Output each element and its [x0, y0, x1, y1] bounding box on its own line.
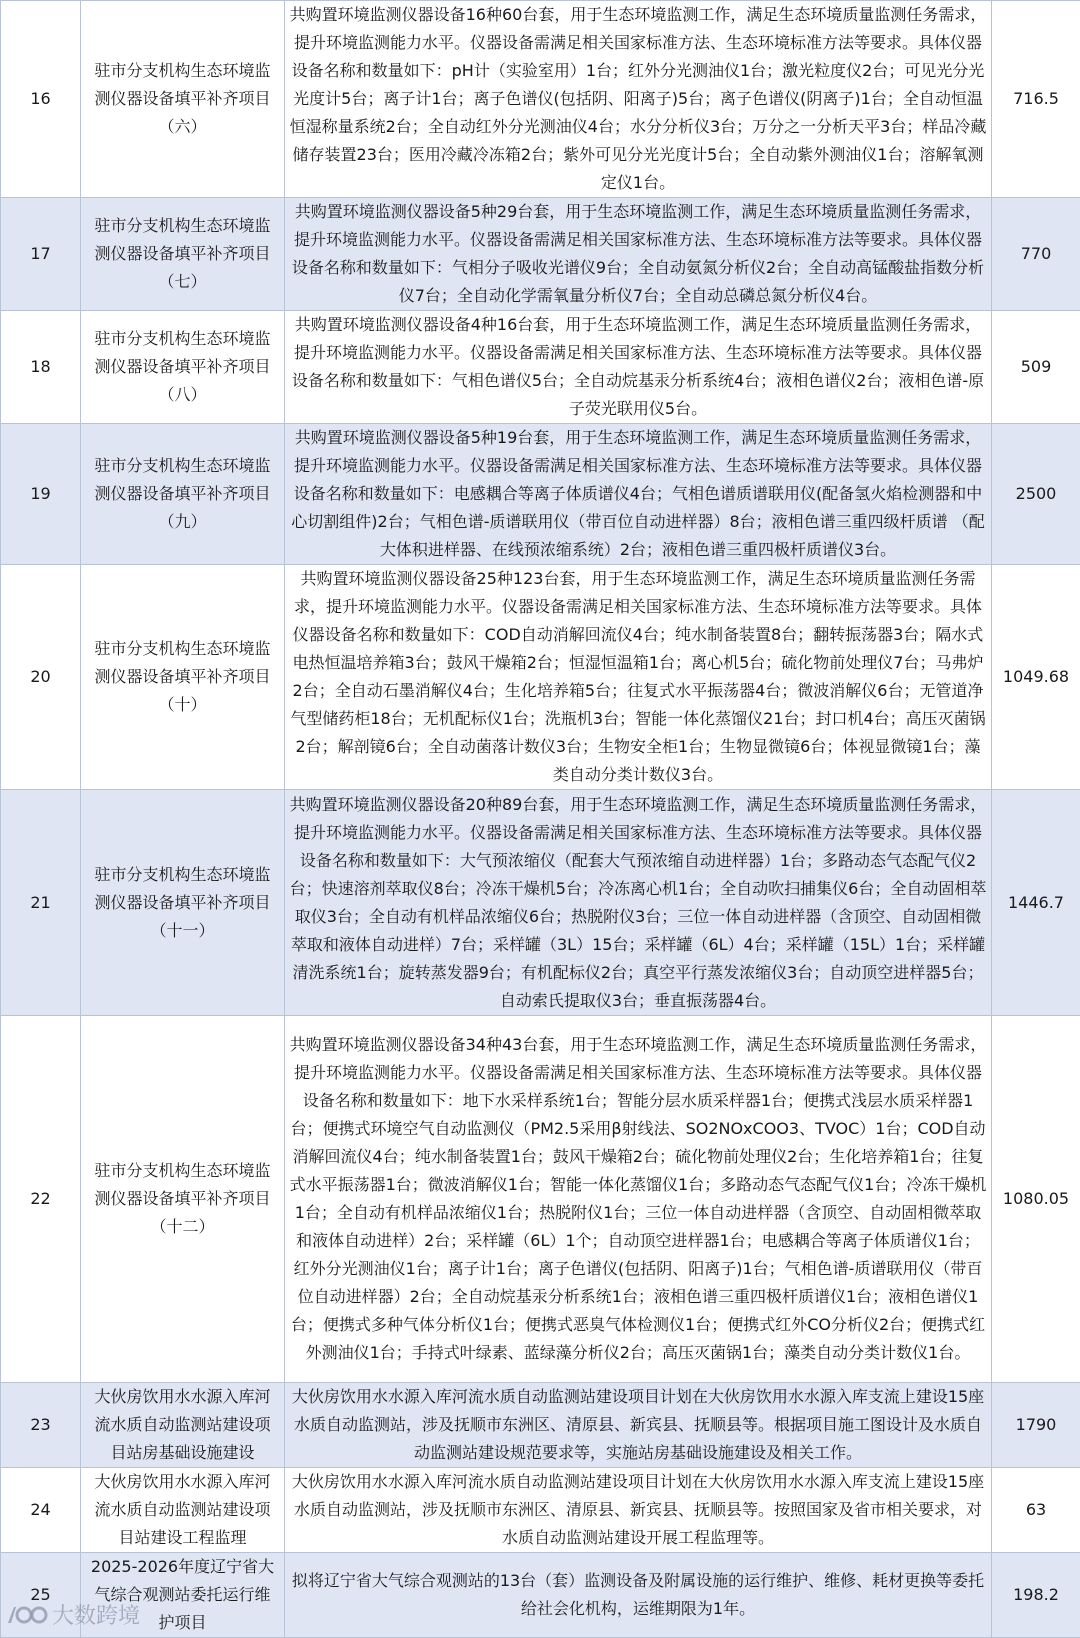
row-number: 24: [1, 1468, 81, 1553]
project-description: 共购置环境监测仪器设备4种16台套，用于生态环境监测工作，满足生态环境质量监测任务需求，提升环境监测能力水平。仪器设备需满足相关国家标准方法、生态环境标准方法等要求。具体仪器设备名称和数量如下：气相色谱仪5台；全自动烷基汞分析系统4台；液相色谱仪2台；液相色谱-原子荧光联用仪5台。: [285, 311, 992, 424]
row-number: 16: [1, 1, 81, 198]
project-description: 共购置环境监测仪器设备5种19台套，用于生态环境监测工作，满足生态环境质量监测任务需求，提升环境监测能力水平。仪器设备需满足相关国家标准方法、生态环境标准方法等要求。具体仪器设备名称和数量如下：电感耦合等离子体质谱仪4台；气相色谱质谱联用仪(配备氢火焰检测器和中心切割组件)2台；气相色谱-质谱联用仪（带百位自动进样器）8台；液相色谱三重四级杆质谱 （配大体积进样器、在线预浓缩系统）2台；液相色谱三重四极杆质谱仪3台。: [285, 424, 992, 565]
project-description: 大伙房饮用水水源入库河流水质自动监测站建设项目计划在大伙房饮用水水源入库支流上建设15座水质自动监测站，涉及抚顺市东洲区、清原县、新宾县、抚顺县等。按照国家及省市相关要求，对水质自动监测站建设开展工程监理等。: [285, 1468, 992, 1553]
project-name: 大伙房饮用水水源入库河流水质自动监测站建设项目站建设工程监理: [81, 1468, 285, 1553]
project-name: 驻市分支机构生态环境监测仪器设备填平补齐项目（六）: [81, 1, 285, 198]
project-amount: 1790: [992, 1383, 1080, 1468]
project-amount: 1080.05: [992, 1016, 1080, 1383]
project-amount: 198.2: [992, 1553, 1080, 1638]
project-description: 共购置环境监测仪器设备20种89台套，用于生态环境监测工作，满足生态环境质量监测任务需求，提升环境监测能力水平。仪器设备需满足相关国家标准方法、生态环境标准方法等要求。具体仪器设备名称和数量如下：大气预浓缩仪（配套大气预浓缩自动进样器）1台；多路动态气态配气仪2台；快速溶剂萃取仪8台；冷冻干燥机5台；冷冻离心机1台；全自动吹扫捕集仪6台；全自动固相萃取仪3台；全自动有机样品浓缩仪6台；热脱附仪3台；三位一体自动进样器（含顶空、自动固相微萃取和液体自动进样）7台；采样罐（3L）15台；采样罐（6L）4台；采样罐（15L）1台；采样罐清洗系统1台；旋转蒸发器9台；有机配标仪2台；真空平行蒸发浓缩仪3台；自动顶空进样器5台；自动索氏提取仪3台；垂直振荡器4台。: [285, 790, 992, 1016]
project-amount: 716.5: [992, 1, 1080, 198]
row-number: 22: [1, 1016, 81, 1383]
project-name: 驻市分支机构生态环境监测仪器设备填平补齐项目（七）: [81, 198, 285, 311]
project-name: 大伙房饮用水水源入库河流水质自动监测站建设项目站房基础设施建设: [81, 1383, 285, 1468]
project-name: 驻市分支机构生态环境监测仪器设备填平补齐项目（八）: [81, 311, 285, 424]
table-row: [1, 1383, 1080, 1468]
project-amount: 1446.7: [992, 790, 1080, 1016]
table-row: [1, 1016, 1080, 1383]
project-name: 驻市分支机构生态环境监测仪器设备填平补齐项目（十二）: [81, 1016, 285, 1383]
project-amount: 1049.68: [992, 565, 1080, 790]
table-row: [1, 1, 1080, 198]
project-description: 拟将辽宁省大气综合观测站的13台（套）监测设备及附属设施的运行维护、维修、耗材更换等委托给社会化机构，运维期限为1年。: [285, 1553, 992, 1638]
project-amount: 63: [992, 1468, 1080, 1553]
row-number: 19: [1, 424, 81, 565]
project-amount: 770: [992, 198, 1080, 311]
project-amount: 2500: [992, 424, 1080, 565]
project-name: 驻市分支机构生态环境监测仪器设备填平补齐项目（九）: [81, 424, 285, 565]
project-name: 驻市分支机构生态环境监测仪器设备填平补齐项目（十一）: [81, 790, 285, 1016]
project-description: 共购置环境监测仪器设备34种43台套，用于生态环境监测工作，满足生态环境质量监测任务需求，提升环境监测能力水平。仪器设备需满足相关国家标准方法、生态环境标准方法等要求。具体仪器设备名称和数量如下：地下水采样系统1台；智能分层水质采样器1台；便携式浅层水质采样器1台；便携式环境空气自动监测仪（PM2.5采用β射线法、SO2NOxCOO3、TVOC）1台；COD自动消解回流仪4台；纯水制备装置1台；鼓风干燥箱2台；硫化物前处理仪2台；生化培养箱1台；往复式水平振荡器1台；微波消解仪1台；智能一体化蒸馏仪1台；多路动态气态配气仪1台；冷冻干燥机1台；全自动有机样品浓缩仪1台；热脱附仪1台；三位一体自动进样器（含顶空、自动固相微萃取和液体自动进样）2台；采样罐（6L）1个；自动顶空进样器1台；电感耦合等离子体质谱仪1台；红外分光测油仪1台；离子计1台；离子色谱仪(包括阴、阳离子)1台；气相色谱-质谱联用仪（带百位自动进样器）2台；全自动烷基汞分析系统1台；液相色谱三重四极杆质谱仪1台；液相色谱仪1台；便携式多种气体分析仪1台；便携式恶臭气体检测仪1台；便携式红外CO分析仪2台；便携式红外测油仪1台；手持式叶绿素、蓝绿藻分析仪2台；高压灭菌锅1台；藻类自动分类计数仪1台。: [285, 1016, 992, 1383]
watermark-text: 大数跨境: [52, 1599, 140, 1630]
table-row: [1, 790, 1080, 1016]
table-row: [1, 198, 1080, 311]
table-row: [1, 565, 1080, 790]
row-number: 23: [1, 1383, 81, 1468]
row-number: 21: [1, 790, 81, 1016]
table-row: [1, 1468, 1080, 1553]
project-name: 2025-2026年度辽宁省大气综合观测站委托运行维护项目: [81, 1553, 285, 1638]
row-number: 18: [1, 311, 81, 424]
row-number: 17: [1, 198, 81, 311]
project-name: 驻市分支机构生态环境监测仪器设备填平补齐项目（十）: [81, 565, 285, 790]
project-description: 共购置环境监测仪器设备5种29台套，用于生态环境监测工作，满足生态环境质量监测任务需求，提升环境监测能力水平。仪器设备需满足相关国家标准方法、生态环境标准方法等要求。具体仪器设备名称和数量如下：气相分子吸收光谱仪9台；全自动氨氮分析仪2台；全自动高锰酸盐指数分析仪7台；全自动化学需氧量分析仪7台；全自动总磷总氮分析仪4台。: [285, 198, 992, 311]
row-number: 20: [1, 565, 81, 790]
project-description: 大伙房饮用水水源入库河流水质自动监测站建设项目计划在大伙房饮用水水源入库支流上建设15座水质自动监测站，涉及抚顺市东洲区、清原县、新宾县、抚顺县等。根据项目施工图设计及水质自动监测站建设规范要求等，实施站房基础设施建设及相关工作。: [285, 1383, 992, 1468]
table-row: [1, 424, 1080, 565]
project-description: 共购置环境监测仪器设备25种123台套，用于生态环境监测工作，满足生态环境质量监测任务需求，提升环境监测能力水平。仪器设备需满足相关国家标准方法、生态环境标准方法等要求。具体仪器设备名称和数量如下：COD自动消解回流仪4台；纯水制备装置8台；翻转振荡器3台；隔水式电热恒温培养箱3台；鼓风干燥箱2台；恒湿恒温箱1台；离心机5台；硫化物前处理仪7台；马弗炉2台；全自动石墨消解仪4台；生化培养箱5台；往复式水平振荡器4台；微波消解仪6台；无管道净气型储药柜18台；无机配标仪1台；洗瓶机3台；智能一体化蒸馏仪21台；封口机4台；高压灭菌锅2台；解剖镜6台；全自动菌落计数仪3台；生物安全柜1台；生物显微镜6台；体视显微镜1台；藻类自动分类计数仪3台。: [285, 565, 992, 790]
project-amount: 509: [992, 311, 1080, 424]
project-description: 共购置环境监测仪器设备16种60台套，用于生态环境监测工作，满足生态环境质量监测任务需求，提升环境监测能力水平。仪器设备需满足相关国家标准方法、生态环境标准方法等要求。具体仪器设备名称和数量如下：pH计（实验室用）1台；红外分光测油仪1台；激光粒度仪2台；可见光分光光度计5台；离子计1台；离子色谱仪(包括阴、阳离子)5台；离子色谱仪(阴离子)1台；全自动恒温恒湿称量系统2台；全自动红外分光测油仪4台；水分分析仪3台；万分之一分析天平3台；样品冷藏储存装置23台；医用冷藏冷冻箱2台；紫外可见分光光度计5台；全自动紫外测油仪1台；溶解氧测定仪1台。: [285, 1, 992, 198]
table-row: [1, 1553, 1080, 1638]
row-number: 25: [1, 1553, 81, 1638]
table-row: [1, 311, 1080, 424]
